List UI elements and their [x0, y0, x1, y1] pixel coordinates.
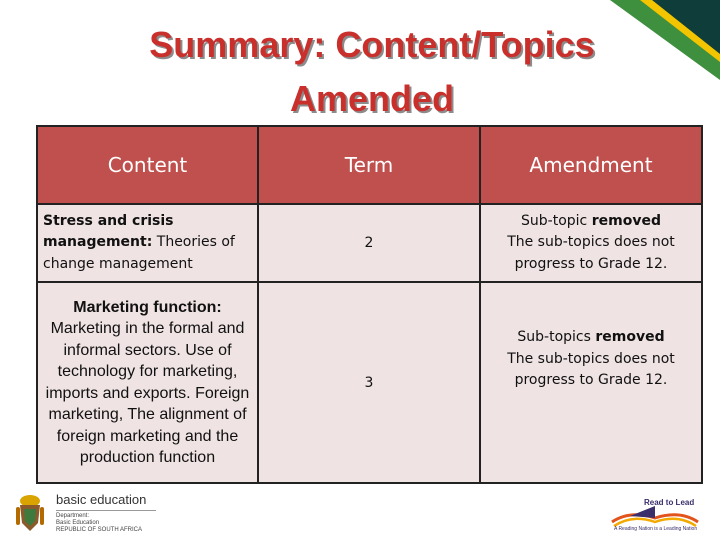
- amend-note: The sub-topics does not progress to Grade 12.: [507, 350, 675, 388]
- cell-content: [37, 204, 258, 282]
- header-content: Content: [37, 126, 258, 204]
- amend-label: Sub-topics: [517, 329, 596, 345]
- table-header-row: [37, 126, 702, 204]
- table-row: [37, 282, 702, 483]
- brand-sub2: Basic Education: [56, 520, 100, 526]
- table-row: [37, 204, 702, 282]
- slide-title: [0, 18, 720, 126]
- amend-label: Sub-topic: [521, 212, 592, 229]
- cell-term: 2: [258, 204, 480, 282]
- amendments-table: [36, 125, 703, 484]
- amend-status: removed: [591, 212, 661, 229]
- basic-education-logo: [12, 492, 156, 534]
- header-amendment: Amendment: [480, 126, 702, 204]
- slide-title-line1: Summary: Content/Topics: [149, 24, 595, 65]
- read-to-lead-title: Read to Lead: [644, 498, 695, 507]
- content-detail: Theories of change management: [43, 234, 235, 272]
- content-topic: Stress and crisis management:: [43, 212, 174, 251]
- brand-name: basic education: [56, 492, 147, 507]
- content-detail: Marketing in the formal and informal sectors. Use of technology for marketing, imports and exports. Foreign marketing, The alignment of foreign marketing and the production function: [45, 320, 250, 466]
- cell-content: [37, 282, 258, 483]
- cell-amendment: [480, 282, 702, 483]
- brand-sub3: REPUBLIC OF SOUTH AFRICA: [56, 527, 143, 533]
- read-to-lead-tagline: A Reading Nation is a Leading Nation: [614, 526, 698, 532]
- footer: [0, 486, 720, 540]
- amend-status: removed: [595, 329, 665, 345]
- cell-amendment: [480, 204, 702, 282]
- content-topic: Marketing function:: [73, 298, 222, 316]
- amend-note: The sub-topics does not progress to Grade 12.: [507, 234, 675, 272]
- coat-of-arms-icon: [12, 493, 48, 533]
- read-to-lead-logo: [600, 492, 710, 536]
- slide-title-line2: Amended: [289, 78, 455, 119]
- cell-term: 3: [258, 282, 480, 483]
- brand-sub1: Department:: [56, 513, 90, 519]
- header-term: Term: [258, 126, 480, 204]
